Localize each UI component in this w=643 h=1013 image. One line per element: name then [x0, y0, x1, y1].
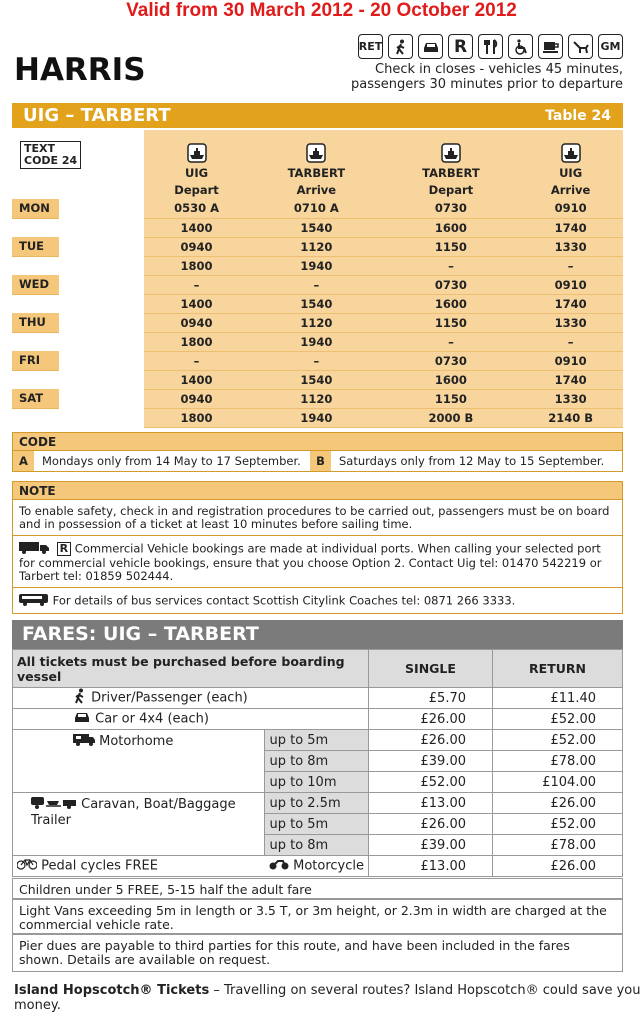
time-cell: –: [144, 351, 249, 370]
time-cell: 1150: [384, 389, 519, 408]
time-cell: 1540: [249, 294, 384, 313]
table-row: [13, 793, 623, 814]
pet-icon: [568, 34, 593, 59]
time-cell: 1120: [249, 313, 384, 332]
fare-label-cell: [13, 730, 265, 793]
length-band: up to 5m: [265, 814, 369, 835]
coach-icon: [19, 593, 49, 609]
textcode-line-2: CODE 24: [24, 154, 78, 167]
code-legend: [13, 451, 622, 471]
length-band: up to 8m: [265, 835, 369, 856]
time-cell: 2000 B: [384, 408, 519, 427]
table-row: [12, 275, 623, 294]
table-row: [12, 408, 623, 427]
time-cell: 1740: [518, 370, 623, 389]
return-fare: £52.00: [493, 730, 623, 751]
cutlery-icon: [478, 34, 503, 59]
note-commercial-text: Commercial Vehicle bookings are made at individual ports. When calling your selected port for commercial vehicle bookings, ensure that you choose Option 2. Contact Uig tel: 01470 542219 or Tarbert tel: 01859 502444.: [19, 541, 602, 583]
time-cell: 1400: [144, 370, 249, 389]
time-cell: 0940: [144, 389, 249, 408]
time-cell: 1940: [249, 332, 384, 351]
fare-label: Driver/Passenger (each): [91, 690, 248, 706]
time-cell: 1940: [249, 256, 384, 275]
table-row: [12, 313, 623, 332]
time-cell: 1600: [384, 218, 519, 237]
fares-title: FARES: UIG – TARBERT: [12, 620, 623, 649]
note-bus: [13, 587, 622, 613]
note-header: NOTE: [13, 482, 622, 500]
fare-label: Motorhome: [99, 734, 174, 749]
column-direction: Arrive: [518, 180, 623, 199]
motorcycle-label: Motorcycle: [293, 858, 364, 874]
time-cell: –: [249, 275, 384, 294]
single-fare: £26.00: [369, 730, 493, 751]
column-port: TARBERT: [287, 166, 346, 180]
time-cell: 0910: [518, 199, 623, 218]
walker-icon: [73, 688, 87, 708]
walker-icon: [388, 34, 413, 59]
time-cell: 1800: [144, 256, 249, 275]
day-label: [12, 218, 59, 237]
textcode-cell: [12, 130, 144, 180]
note-safety: To enable safety, check in and registration procedures to be carried out, passengers must be on board and in possession of a ticket at least 10 minutes before sailing time.: [19, 504, 610, 531]
fare-label: Car or 4x4 (each): [95, 711, 209, 727]
vans-note: Light Vans exceeding 5m in length or 3.5 T, or 3m height, or 2.3m in width are charged at the commercial vehicle rate.: [12, 899, 623, 934]
time-cell: 0940: [144, 313, 249, 332]
cafe-icon: [538, 34, 563, 59]
fare-label-cell: [13, 688, 369, 709]
fares-header-return: RETURN: [493, 650, 623, 688]
single-fare: £52.00: [369, 772, 493, 793]
wheelchair-icon: [508, 34, 533, 59]
checkin-info: [283, 62, 623, 92]
day-label: [12, 370, 59, 389]
day-label: FRI: [12, 351, 59, 370]
length-band: up to 8m: [265, 751, 369, 772]
reservation-icon: R: [57, 542, 71, 556]
length-band: up to 10m: [265, 772, 369, 793]
caravan-boat-trailer-icon: [31, 796, 77, 813]
day-label: SAT: [12, 389, 59, 408]
return-fare: £26.00: [493, 793, 623, 814]
single-fare: £39.00: [369, 751, 493, 772]
column-port: UIG: [559, 166, 583, 180]
time-cell: 1800: [144, 408, 249, 427]
fares-header-desc: All tickets must be purchased before boarding vessel: [13, 650, 369, 688]
return-fare: £11.40: [493, 688, 623, 709]
time-cell: 1330: [518, 313, 623, 332]
facility-icons: [358, 34, 623, 59]
fare-label-cell: [13, 709, 369, 730]
hopscotch-title: Island Hopscotch® Tickets: [14, 983, 210, 998]
table-row: [12, 237, 623, 256]
time-cell: 1400: [144, 294, 249, 313]
note-section: [12, 481, 623, 614]
column-port: UIG: [185, 166, 209, 180]
column-direction: Depart: [144, 180, 249, 199]
single-fare: £26.00: [369, 814, 493, 835]
time-cell: 0940: [144, 237, 249, 256]
time-cell: 1150: [384, 237, 519, 256]
time-cell: 1740: [518, 294, 623, 313]
code-section: [12, 432, 623, 472]
pedal-cycles-label: Pedal cycles FREE: [41, 858, 158, 874]
car-icon: [73, 711, 91, 727]
fares-table: [12, 649, 623, 877]
page-title: HARRIS: [14, 52, 146, 88]
time-cell: 2140 B: [518, 408, 623, 427]
column-port: TARBERT: [422, 166, 480, 180]
time-cell: –: [518, 332, 623, 351]
hopscotch-promo: [14, 983, 643, 1013]
return-fare: £104.00: [493, 772, 623, 793]
fare-label: Caravan, Boat/Baggage Trailer: [31, 797, 236, 828]
single-fare: £5.70: [369, 688, 493, 709]
code-letter: A: [13, 451, 34, 471]
time-cell: 1400: [144, 218, 249, 237]
time-cell: 1330: [518, 237, 623, 256]
time-cell: 1120: [249, 237, 384, 256]
single-fare: £13.00: [369, 856, 493, 877]
time-cell: 0710 A: [249, 199, 384, 218]
fares-header-single: SINGLE: [369, 650, 493, 688]
table-row: [13, 856, 623, 877]
length-band: up to 2.5m: [265, 793, 369, 814]
gm-icon: GM: [598, 34, 623, 59]
return-fare: £78.00: [493, 835, 623, 856]
return-fare: £26.00: [493, 856, 623, 877]
motorcycle-cell: [265, 856, 369, 877]
ferry-icon: [518, 143, 623, 166]
day-label: [12, 408, 59, 427]
time-cell: 1540: [249, 218, 384, 237]
return-fare: £52.00: [493, 814, 623, 835]
time-cell: 1600: [384, 294, 519, 313]
bicycle-icon: [17, 858, 37, 874]
children-note: Children under 5 FREE, 5-15 half the adult fare: [12, 878, 623, 899]
checkin-line-2: passengers 30 minutes prior to departure: [351, 77, 623, 92]
reservation-icon: R: [448, 34, 473, 59]
time-cell: 0730: [384, 275, 519, 294]
time-cell: –: [384, 332, 519, 351]
single-fare: £26.00: [369, 709, 493, 730]
time-cell: 0530 A: [144, 199, 249, 218]
time-cell: 0730: [384, 199, 519, 218]
time-cell: 1600: [384, 370, 519, 389]
checkin-line-1: Check in closes - vehicles 45 minutes,: [375, 62, 623, 77]
table-row: [12, 294, 623, 313]
table-row: [13, 730, 623, 751]
day-label: THU: [12, 313, 59, 332]
motorcycle-icon: [269, 858, 289, 874]
return-fare: £78.00: [493, 751, 623, 772]
time-cell: 1940: [249, 408, 384, 427]
day-label: [12, 332, 59, 351]
code-description: Saturdays only from 12 May to 15 September.: [339, 454, 605, 468]
table-row: [12, 199, 623, 218]
time-cell: –: [249, 351, 384, 370]
pier-dues-note: Pier dues are payable to third parties for this route, and have been included in the fares shown. Details are available on request.: [12, 934, 623, 972]
column-direction: Depart: [384, 180, 519, 199]
single-fare: £13.00: [369, 793, 493, 814]
table-row: [13, 688, 623, 709]
note-bus-text: For details of bus services contact Scottish Citylink Coaches tel: 0871 266 3333.: [52, 593, 516, 608]
ferry-icon: [249, 143, 384, 166]
time-cell: 0730: [384, 351, 519, 370]
table-row: [13, 709, 623, 730]
textcode-line-1: TEXT: [24, 142, 56, 155]
time-cell: 1540: [249, 370, 384, 389]
time-cell: –: [518, 256, 623, 275]
single-fare: £39.00: [369, 835, 493, 856]
time-cell: 1330: [518, 389, 623, 408]
code-header: CODE: [13, 433, 622, 451]
note-commercial: [13, 535, 622, 587]
validity-banner: Valid from 30 March 2012 - 20 October 2012: [126, 0, 517, 21]
route-header: [12, 103, 623, 128]
day-label: [12, 256, 59, 275]
ferry-icon: [144, 143, 249, 166]
table-row: [12, 351, 623, 370]
time-cell: 1740: [518, 218, 623, 237]
time-cell: 0910: [518, 275, 623, 294]
day-label: [12, 294, 59, 313]
table-number: Table 24: [545, 107, 611, 124]
table-row: [12, 218, 623, 237]
day-label: TUE: [12, 237, 59, 256]
table-row: [12, 389, 623, 408]
return-ticket-icon: RET: [358, 34, 383, 59]
table-row: [12, 332, 623, 351]
day-label: WED: [12, 275, 59, 294]
ferry-icon: [384, 143, 519, 166]
day-label: MON: [12, 199, 59, 218]
return-fare: £52.00: [493, 709, 623, 730]
code-description: Mondays only from 14 May to 17 September.: [42, 454, 301, 468]
code-letter: B: [310, 451, 331, 471]
hopscotch-text: – Travelling on several routes? Island Hopscotch® could save you money.: [14, 983, 641, 1013]
lorry-icon: [19, 541, 53, 557]
table-row: [12, 256, 623, 275]
length-band: up to 5m: [265, 730, 369, 751]
fare-label-cell: [13, 856, 265, 877]
textcode-box: [20, 141, 81, 169]
car-icon: [418, 34, 443, 59]
motorhome-icon: [73, 733, 95, 750]
time-cell: –: [144, 275, 249, 294]
time-cell: 1800: [144, 332, 249, 351]
column-direction: Arrive: [249, 180, 384, 199]
table-row: [12, 370, 623, 389]
time-cell: 0910: [518, 351, 623, 370]
fare-label-cell: [13, 793, 265, 856]
time-cell: –: [384, 256, 519, 275]
time-cell: 1150: [384, 313, 519, 332]
time-cell: 1120: [249, 389, 384, 408]
timetable: [12, 130, 623, 428]
route-title: UIG – TARBERT: [23, 105, 171, 126]
